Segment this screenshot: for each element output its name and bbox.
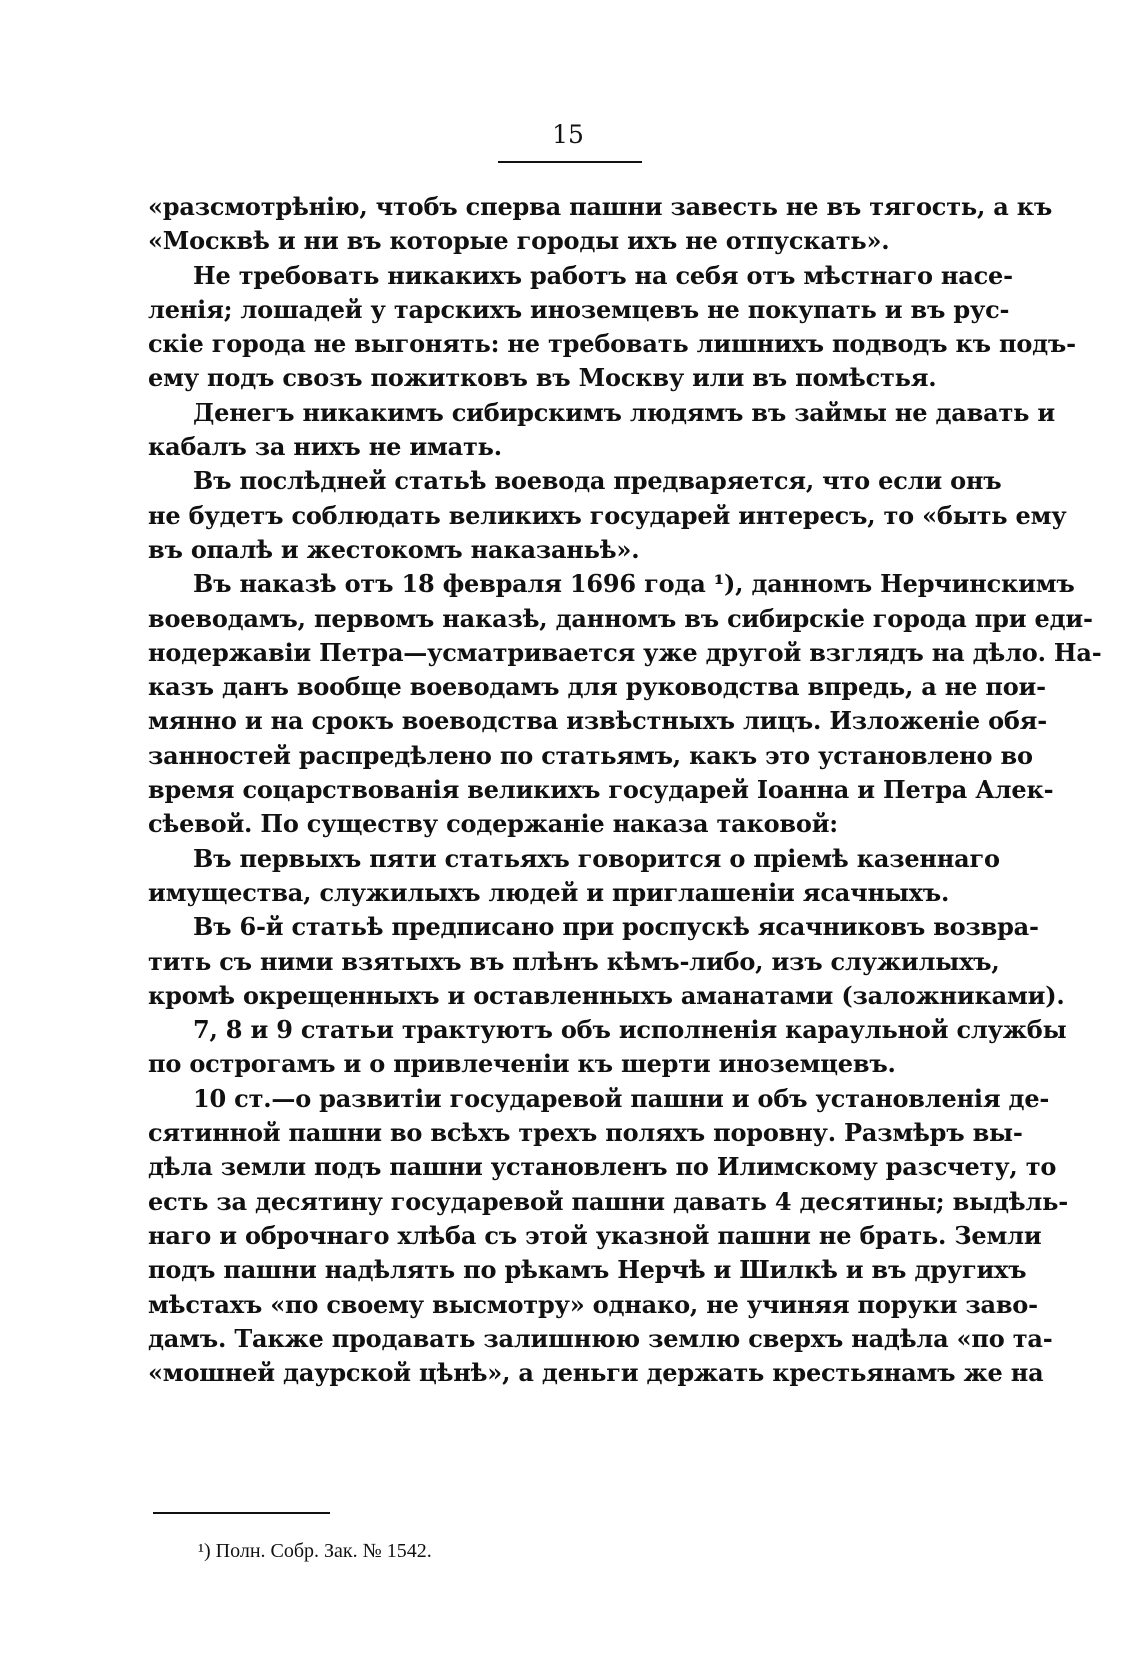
text-line: имущества, служилыхъ людей и приглашеніи ясачныхъ. (148, 877, 950, 907)
text-line: дѣла земли подъ пашни установленъ по Илимскому разсчету, то (148, 1152, 1057, 1182)
text-line: тить съ ними взятыхъ въ плѣнъ кѣмъ-либо, изъ служилыхъ, (148, 946, 1000, 976)
text-line: мянно и на срокъ воеводства извѣстныхъ лицъ. Изложеніе обя- (148, 706, 1047, 736)
text-line: «Москвѣ и ни въ которые городы ихъ не отпускать». (148, 226, 890, 256)
text-line: кабалъ за нихъ не имать. (148, 432, 502, 462)
text-line: кромѣ окрещенныхъ и оставленныхъ аманатами (заложниками). (148, 980, 1065, 1010)
text-line: ленія; лошадей у тарскихъ иноземцевъ не покупать и въ рус- (148, 294, 1010, 324)
text-line: казъ данъ вообще воеводамъ для руководства впредь, а не пои- (148, 672, 1046, 702)
text-line: Въ наказѣ отъ 18 февраля 1696 года ¹), данномъ Нерчинскимъ (193, 569, 1075, 599)
text-line: наго и оброчнаго хлѣба съ этой указной пашни не брать. Земли (148, 1220, 1042, 1250)
text-line: не будетъ соблюдать великихъ государей интересъ, то «быть ему (148, 500, 1067, 530)
text-line: Денегъ никакимъ сибирскимъ людямъ въ займы не давать и (193, 397, 1056, 427)
text-line: сѣевой. По существу содержаніе наказа таковой: (148, 809, 838, 839)
text-line: въ опалѣ и жестокомъ наказаньѣ». (148, 534, 640, 564)
text-line: 7, 8 и 9 статьи трактуютъ объ исполненія караульной службы (193, 1015, 1067, 1045)
text-line: мѣстахъ «по своему высмотру» однако, не учиняя поруки заво- (148, 1289, 1038, 1319)
text-line: сятинной пашни во всѣхъ трехъ поляхъ поровну. Размѣръ вы- (148, 1118, 1023, 1148)
body-text (148, 190, 1102, 1390)
footnote-rule (153, 1512, 330, 1514)
text-line: ему подъ свозъ пожитковъ въ Москву или въ помѣстья. (148, 363, 937, 393)
text-line: Въ первыхъ пяти статьяхъ говорится о пріемѣ казеннаго (193, 843, 1000, 873)
page-number: 15 (552, 120, 584, 149)
text-line: 10 ст.—о развитіи государевой пашни и объ установленія де- (193, 1083, 1050, 1113)
text-line: дамъ. Также продавать залишнюю землю сверхъ надѣла «по та- (148, 1323, 1053, 1353)
text-line: нодержавіи Петра—усматривается уже другой взглядъ на дѣло. На- (148, 637, 1102, 667)
text-line: Не требовать никакихъ работъ на себя отъ мѣстнаго насе- (193, 260, 1013, 290)
footnote: ¹) Полн. Собр. Зак. № 1542. (198, 1540, 432, 1562)
header-rule (498, 161, 642, 163)
text-line: Въ послѣдней статьѣ воевода предваряется, что если онъ (193, 466, 1002, 496)
text-line: подъ пашни надѣлять по рѣкамъ Нерчѣ и Шилкѣ и въ другихъ (148, 1255, 1027, 1285)
text-line: скіе города не выгонять: не требовать лишнихъ подводъ къ подъ- (148, 329, 1076, 359)
text-line: «мошней даурской цѣнѣ», а деньги держать крестьянамъ же на (148, 1358, 1044, 1388)
text-line: по острогамъ и о привлеченіи къ шерти иноземцевъ. (148, 1049, 896, 1079)
text-line: есть за десятину государевой пашни давать 4 десятины; выдѣль- (148, 1186, 1068, 1216)
text-line: время соцарствованія великихъ государей Іоанна и Петра Алек- (148, 775, 1054, 805)
text-line: воеводамъ, первомъ наказѣ, данномъ въ сибирскіе города при еди- (148, 603, 1093, 633)
text-line: Въ 6-й статьѣ предписано при роспускѣ ясачниковъ возвра- (193, 912, 1039, 942)
text-line: занностей распредѣлено по статьямъ, какъ это установлено во (148, 740, 1033, 770)
text-line: «разсмотрѣнію, чтобъ сперва пашни завесть не въ тягость, а къ (148, 192, 1053, 221)
